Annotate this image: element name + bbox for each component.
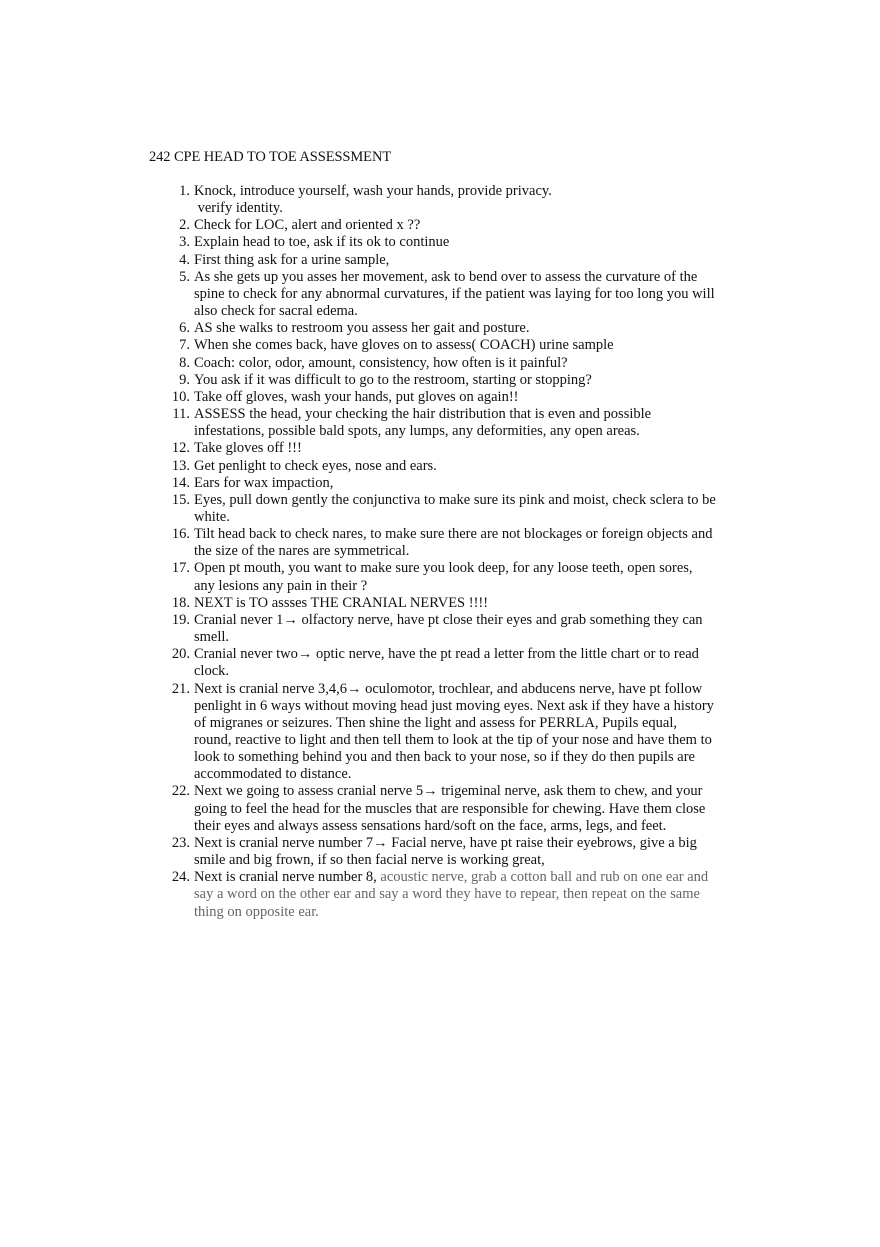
list-item: [150, 217, 750, 234]
list-item-text: thing on opposite ear.: [194, 903, 319, 920]
list-item-line: [194, 492, 750, 509]
list-item-line: [194, 355, 750, 372]
list-item-text: also check for sacral edema.: [194, 303, 358, 320]
list-item-text: Open pt mouth, you want to make sure you look deep, for any loose teeth, open sores,: [194, 560, 693, 577]
list-item: [150, 681, 750, 784]
list-item-number: 23.: [171, 834, 190, 851]
list-item-text: Coach: color, odor, amount, consistency, how often is it painful?: [194, 354, 568, 371]
list-item-text: Cranial never two→ optic nerve, have the pt read a letter from the little chart or to read: [194, 646, 699, 663]
list-item-line: [194, 440, 750, 457]
list-item-text: Explain head to toe, ask if its ok to continue: [194, 234, 450, 251]
list-item-text: Next is cranial nerve number 7→ Facial nerve, have pt raise their eyebrows, give a big: [194, 834, 697, 851]
list-item-line: [194, 681, 750, 698]
list-item-line: [194, 183, 750, 200]
list-item-text: infestations, possible bald spots, any lumps, any deformities, any open areas.: [194, 423, 640, 440]
list-item: [150, 389, 750, 406]
list-item-text: Take off gloves, wash your hands, put gloves on again!!: [194, 388, 519, 405]
assessment-list: [150, 183, 750, 921]
list-item-text: You ask if it was difficult to go to the restroom, starting or stopping?: [194, 371, 592, 388]
list-item-line: [194, 732, 750, 749]
list-item-number: 10.: [171, 388, 190, 405]
list-item: [150, 458, 750, 475]
list-item-number: 11.: [172, 406, 190, 423]
list-item-text: smell.: [194, 629, 230, 646]
list-item-text: ASSESS the head, your checking the hair distribution that is even and possible: [194, 406, 652, 423]
list-item-text: As she gets up you asses her movement, ask to bend over to assess the curvature of the: [194, 268, 698, 285]
list-item-line: [194, 252, 750, 269]
list-item-text: Get penlight to check eyes, nose and ears.: [194, 457, 437, 474]
list-item-line: [194, 234, 750, 251]
list-item-text: penlight in 6 ways without moving head just moving eyes. Next ask if they have a history: [194, 697, 714, 714]
list-item-number: 7.: [179, 337, 190, 354]
list-item: [150, 355, 750, 372]
list-item-text: white.: [194, 508, 230, 525]
list-item-line: [194, 835, 750, 852]
list-item-text: clock.: [194, 663, 230, 680]
list-item-text: Ears for wax impaction,: [194, 474, 334, 491]
list-item: [150, 440, 750, 457]
list-item: [150, 337, 750, 354]
list-item-line: [194, 303, 750, 320]
list-item-number: 6.: [179, 320, 190, 337]
list-item-text: Next we going to assess cranial nerve 5→ trigeminal nerve, ask them to chew, and your: [194, 783, 703, 800]
list-item-text: When she comes back, have gloves on to assess( COACH) urine sample: [194, 337, 614, 354]
list-item: [150, 183, 750, 217]
list-item: [150, 492, 750, 526]
list-item-number: 21.: [171, 680, 190, 697]
list-item-line: [194, 509, 750, 526]
list-item-line: [194, 406, 750, 423]
list-item-line: [194, 629, 750, 646]
list-item-line: [194, 372, 750, 389]
list-item: [150, 269, 750, 320]
list-item-lead-text: Next is cranial nerve number 8,: [194, 869, 381, 886]
list-item-line: [194, 886, 750, 903]
list-item: [150, 320, 750, 337]
list-item-number: 17.: [171, 560, 190, 577]
list-item-text: the size of the nares are symmetrical.: [194, 543, 410, 560]
list-item-line: [194, 423, 750, 440]
list-item-text: AS she walks to restroom you assess her gait and posture.: [194, 320, 530, 337]
list-item-text: Check for LOC, alert and oriented x ??: [194, 217, 421, 234]
list-item-line: [194, 904, 750, 921]
list-item-text: verify identity.: [194, 200, 283, 217]
list-item-line: [194, 526, 750, 543]
list-item-text: spine to check for any abnormal curvatures, if the patient was laying for too long you will: [194, 285, 715, 302]
list-item-text: Next is cranial nerve 3,4,6→ oculomotor, trochlear, and abducens nerve, have pt follow: [194, 680, 703, 697]
list-item-number: 1.: [179, 183, 190, 199]
list-item-line: [194, 663, 750, 680]
list-item-number: 15.: [171, 491, 190, 508]
list-item-text: any lesions any pain in their ?: [194, 577, 368, 594]
list-item-line: [194, 337, 750, 354]
list-item-line: [194, 595, 750, 612]
list-item-number: 2.: [179, 217, 190, 234]
list-item-number: 8.: [179, 354, 190, 371]
list-item-line: [194, 389, 750, 406]
list-item-number: 18.: [171, 594, 190, 611]
list-item-line: [194, 646, 750, 663]
list-item: [150, 560, 750, 594]
list-item-number: 9.: [179, 371, 190, 388]
list-item-line: [194, 475, 750, 492]
list-item: [150, 372, 750, 389]
list-item-text: of migranes or seizures. Then shine the light and assess for PERRLA, Pupils equal,: [194, 714, 677, 731]
list-item-text: round, reactive to light and then tell them to look at the tip of your nose and have them to: [194, 732, 712, 748]
list-item-line: [194, 320, 750, 337]
list-item-line: [194, 749, 750, 766]
list-item-number: 4.: [179, 251, 190, 268]
list-item-line: [194, 766, 750, 783]
list-item-text: Knock, introduce yourself, wash your hands, provide privacy.: [194, 183, 552, 199]
list-item-number: 3.: [179, 234, 190, 251]
list-item-text: NEXT is TO assses THE CRANIAL NERVES !!!!: [194, 594, 489, 611]
list-item-number: 19.: [171, 611, 190, 628]
list-item: [150, 646, 750, 680]
list-item-text: look to something behind you and then back to your nose, so if they do then pupils are: [194, 749, 695, 766]
list-item-line: [194, 852, 750, 869]
list-item-text: their eyes and always assess sensations hard/soft on the face, arms, legs, and feet.: [194, 817, 667, 834]
list-item-text: going to feel the head for the muscles that are responsible for chewing. Have them close: [194, 800, 706, 817]
list-item-line: [194, 801, 750, 818]
list-item: [150, 406, 750, 440]
list-item-line: [194, 869, 750, 886]
list-item-text: accommodated to distance.: [194, 766, 352, 783]
list-item-text: smile and big frown, if so then facial nerve is working great,: [194, 852, 545, 869]
list-item-text: Cranial never 1→ olfactory nerve, have pt close their eyes and grab something they can: [194, 611, 703, 628]
list-item-number: 12.: [171, 440, 190, 457]
list-item: [150, 475, 750, 492]
list-item-text: Tilt head back to check nares, to make sure there are not blockages or foreign objects and: [194, 526, 713, 543]
list-item-text: Eyes, pull down gently the conjunctiva to make sure its pink and moist, check sclera to be: [194, 491, 716, 508]
list-item: [150, 234, 750, 251]
list-item-number: 5.: [179, 268, 190, 285]
list-item: [150, 835, 750, 869]
list-item-line: [194, 217, 750, 234]
list-item: [150, 252, 750, 269]
list-item-line: [194, 783, 750, 800]
list-item: [150, 526, 750, 560]
list-item-line: [194, 560, 750, 577]
list-item: [150, 595, 750, 612]
list-item-line: [194, 698, 750, 715]
document-title: 242 CPE HEAD TO TOE ASSESSMENT: [149, 149, 392, 165]
list-item-line: [194, 269, 750, 286]
list-item-line: [194, 286, 750, 303]
list-item-text: First thing ask for a urine sample,: [194, 251, 390, 268]
list-item-line: [194, 458, 750, 475]
list-item-line: [194, 578, 750, 595]
list-item-line: [194, 612, 750, 629]
list-item: [150, 783, 750, 834]
list-item: [150, 869, 750, 920]
list-item-line: [194, 818, 750, 835]
list-item-number: 13.: [171, 457, 190, 474]
list-item-number: 22.: [171, 783, 190, 800]
list-item-number: 24.: [171, 869, 190, 886]
list-item: [150, 612, 750, 646]
list-item-line: [194, 543, 750, 560]
list-item-text: Take gloves off !!!: [194, 440, 302, 457]
list-item-line: [194, 715, 750, 732]
list-item-line: [194, 200, 750, 217]
list-item-text: say a word on the other ear and say a word they have to repear, then repeat on the same: [194, 886, 700, 903]
list-item-number: 14.: [171, 474, 190, 491]
list-item-text: acoustic nerve, grab a cotton ball and rub on one ear and: [380, 869, 709, 886]
list-item-number: 16.: [171, 526, 190, 543]
list-item-number: 20.: [171, 646, 190, 663]
